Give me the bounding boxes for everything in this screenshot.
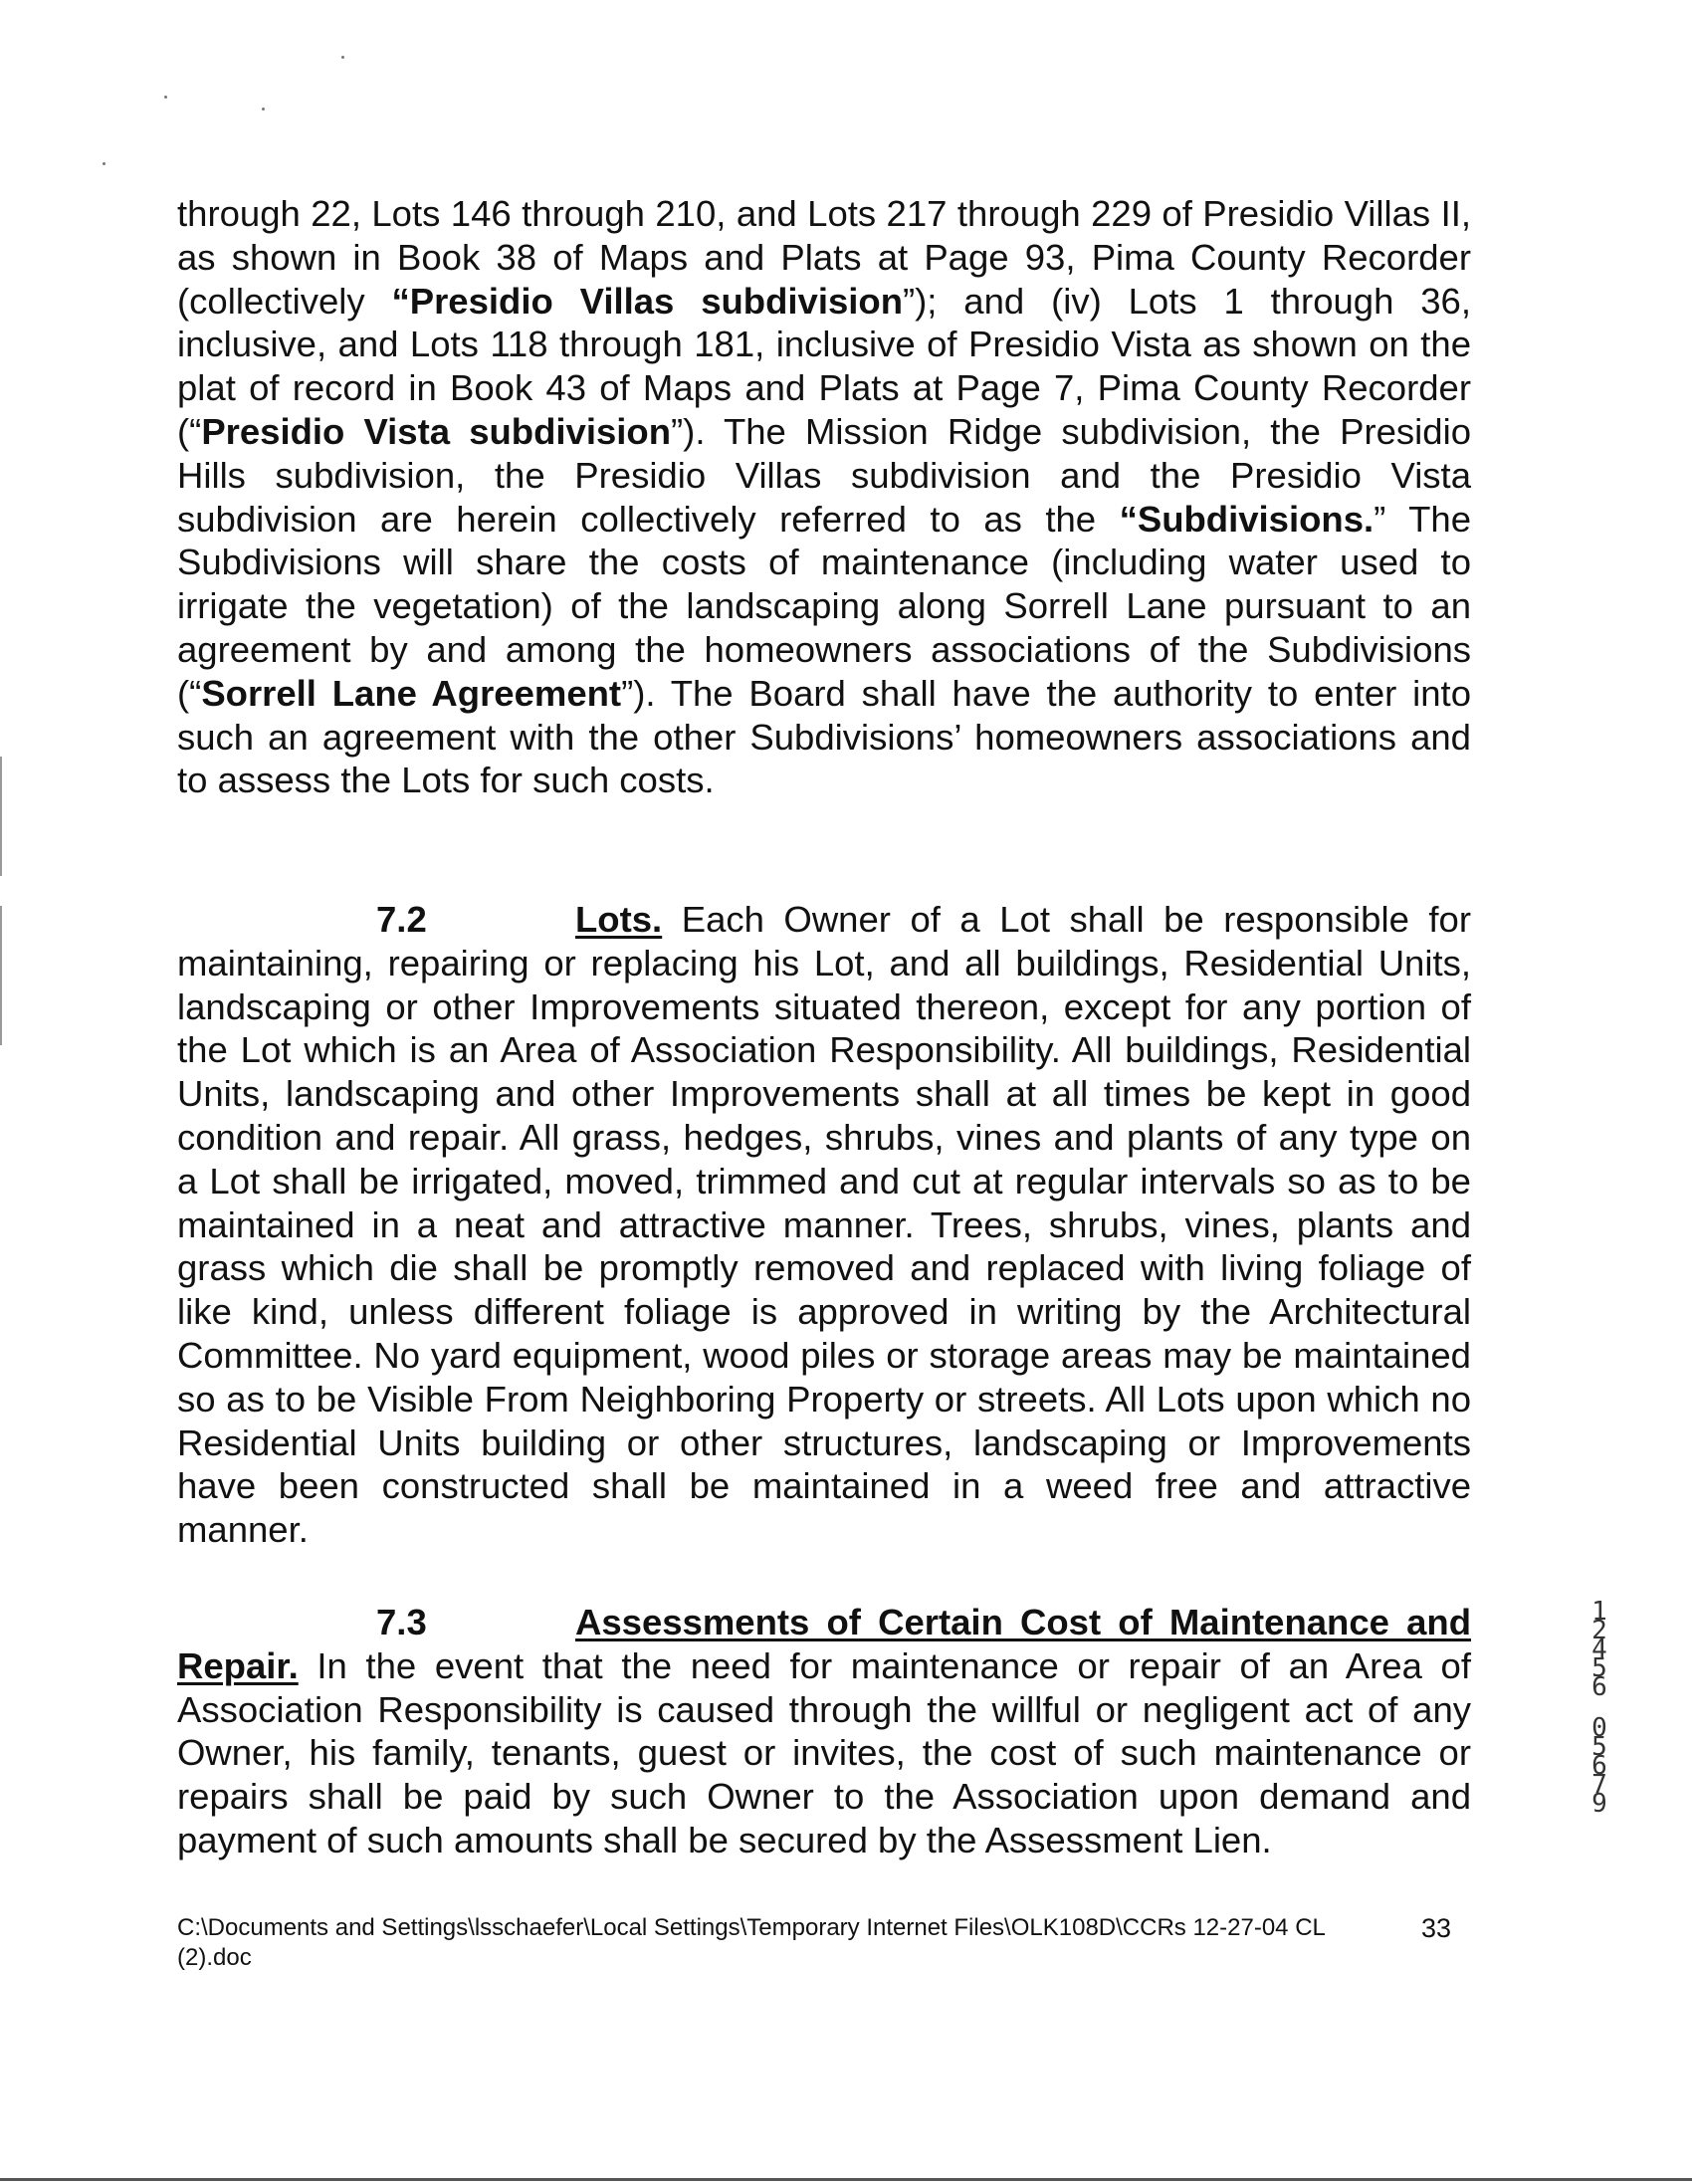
section-7-2 [177,898,1471,1552]
scan-speck [262,108,265,110]
section-number: 7.2 [376,899,427,940]
file-path: C:\Documents and Settings\lsschaefer\Local Settings\Temporary Internet Files\OLK108D\CCRs 12-27-04 CL (2).doc [177,1914,1325,1971]
section-number: 7.3 [376,1602,427,1642]
section-text: In the event that the need for maintenance or repair of an Area of Association Responsibility is caused through the willful or negligent act of any Owner, his family, tenants, guest or invites, the cost of such maintenance or repairs shall be paid by such Owner to the Association upon demand and payment of such amounts shall be secured by the Assessment Lien. [177,1644,1471,1860]
section-title: Lots. [575,899,663,940]
paragraph-subdivisions [177,192,1471,802]
scan-speck [341,56,344,59]
scan-speck [164,96,167,99]
scan-speck [103,162,106,165]
paragraph-text: ”). The Mission Ridge subdivision, the Presidio Hills subdivision, the Presidio Villas subdivision and the Presidio Vista subdivision are herein collectively referred to as the [177,410,1471,540]
page-footer [177,1913,1451,1973]
section-title: Assessments of Certain Cost of Maintenance and Repair. [177,1602,1471,1686]
stamp-page: 05679 [1591,1713,1607,1819]
scan-edge-mark [0,757,2,876]
stamp-docket: 12456 [1591,1597,1607,1702]
scan-bottom-edge [0,2178,1692,2181]
recording-stamp [1586,1597,1612,1819]
page-number: 33 [1420,1913,1451,1943]
section-text: Each Owner of a Lot shall be responsible for maintaining, repairing or replacing his Lot, and all buildings, Residential Units, landscaping or other Improvements situated thereon, except for any portion of the Lot which is an Area of Association Responsibility. All buildings, Residential Units, landscaping and other Improvements shall at all times be kept in good condition and repair. All grass, hedges, shrubs, vines and plants of any type on a Lot shall be irrigated, moved, trimmed and cut at regular intervals so as to be maintained in a neat and attractive manner. Trees, shrubs, vines, plants and grass which die shall be promptly removed and replaced with living foliage of like kind, unless different foliage is approved in writing by the Architectural Committee. No yard equipment, wood piles or storage areas may be maintained so as to be Visible From Neighboring Property or streets. All Lots upon which no Residential Units building or other structures, landscaping or Improvements have been constructed shall be maintained in a weed free and attractive manner. [177,899,1471,1551]
defined-term-sorrell-lane-agreement: Sorrell Lane Agreement [201,672,622,714]
paragraph-text: through 22, Lots 146 through 210, and Lots 217 through 229 of Presidio Villas II, as shown in Book 38 of Maps and Plats at Page 93, Pima County Recorder (collectively [177,193,1471,322]
defined-term-presidio-vista: Presidio Vista subdivision [201,410,672,452]
paragraph-text: ”); and (iv) Lots 1 through 36, inclusive, and Lots 118 through 181, inclusive of Presidio Vista as shown on the plat of record in Book 43 of Maps and Plats at Page 7, Pima County Recorder (“ [177,280,1471,452]
paragraph-text: ” The Subdivisions will share the costs of maintenance (including water used to irrigate the vegetation) of the landscaping along Sorrell Lane pursuant to an agreement by and among the homeowners associations of the Subdivisions (“ [177,498,1472,714]
scan-edge-mark [0,906,2,1045]
section-7-3 [177,1601,1471,1862]
paragraph-text: ”). The Board shall have the authority to enter into such an agreement with the other Subdivisions’ homeowners associations and to assess the Lots for such costs. [177,672,1471,801]
defined-term-presidio-villas: “Presidio Villas subdivision [391,280,903,322]
defined-term-subdivisions: “Subdivisions. [1119,498,1375,540]
